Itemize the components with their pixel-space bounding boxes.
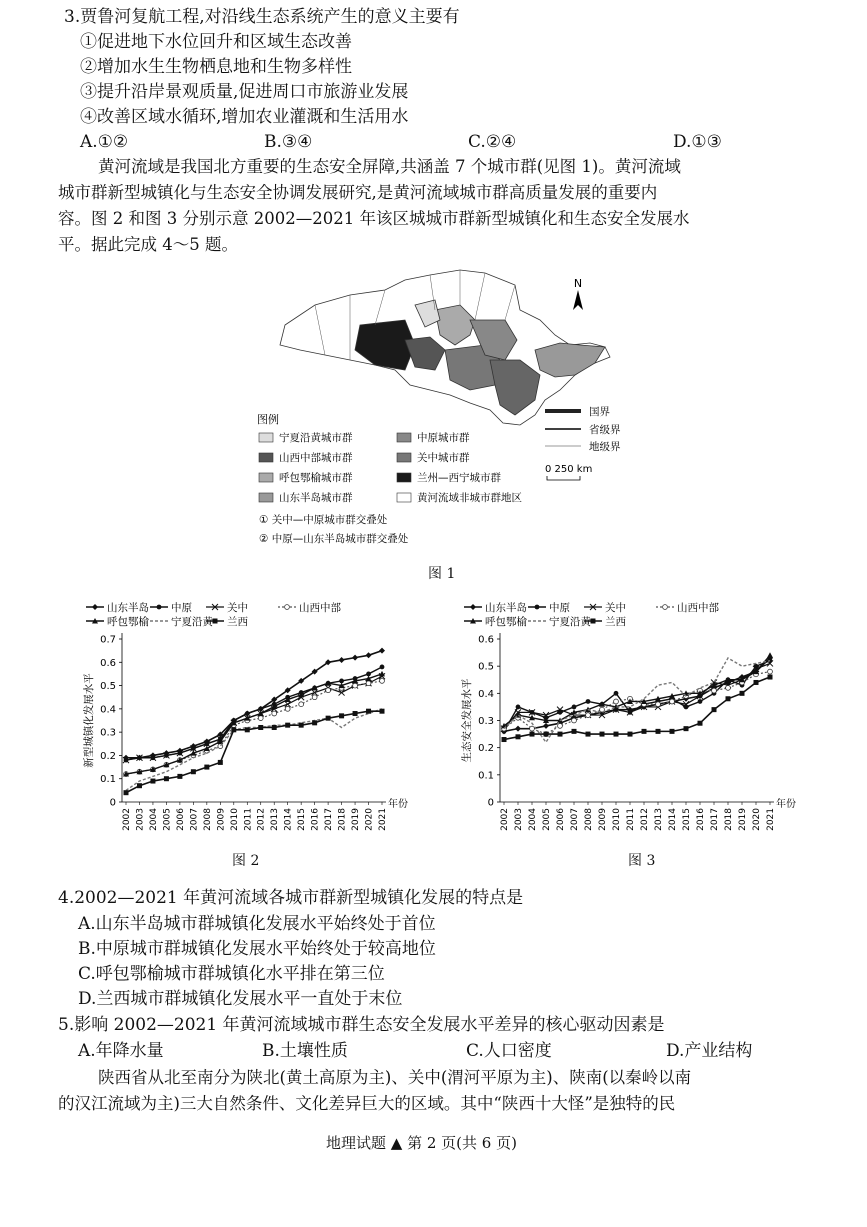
fig3-x-tick-label: 2008 (584, 808, 594, 831)
fig3-data-point (614, 691, 619, 696)
fig2-data-point (124, 790, 129, 795)
fig3-legend-label: 呼包鄂榆 (485, 616, 527, 628)
fig3-data-point (558, 732, 563, 737)
legend-lanxi: 兰州—西宁城市群 (417, 472, 501, 484)
fig2-series (124, 709, 385, 796)
fig2-x-tick-label: 2014 (283, 808, 294, 831)
fig3-data-point (726, 686, 731, 691)
fig3-data-point (572, 729, 577, 734)
yellow-river-map (255, 265, 635, 555)
fig3-y-tick-label: 0.1 (478, 770, 494, 782)
fig2-legend-label: 宁夏沿黄 (171, 616, 213, 628)
fig2-x-tick-label: 2005 (162, 808, 173, 831)
fig3-series-line (504, 655, 770, 726)
legend-shandong: 山东半岛城市群 (279, 492, 353, 504)
fig2-legend-label: 关中 (227, 602, 248, 614)
fig2-legend-label: 中原 (171, 602, 192, 614)
fig2-legend (86, 601, 341, 628)
north-arrow-icon (573, 290, 583, 310)
fig3-legend-label: 中原 (549, 602, 570, 614)
fig3-y-axis-label: 生态安全发展水平 (461, 678, 473, 763)
fig3-data-point (516, 705, 521, 710)
legend-national-border: 国界 (589, 406, 610, 418)
fig3-x-tick-label: 2011 (626, 808, 636, 831)
fig2-data-point (312, 695, 317, 700)
map-note-2: ② 中原—山东半岛城市群交叠处 (259, 533, 409, 545)
figure-1-caption: 图 1 (428, 566, 456, 582)
fig3-series (502, 658, 773, 733)
fig3-x-tick-label: 2010 (612, 808, 622, 831)
legend-guanzhong: 关中城市群 (417, 452, 470, 464)
q3-option-b: B.③④ (264, 132, 313, 152)
fig3-data-point (516, 734, 521, 739)
legend-prefecture-border: 地级界 (589, 441, 621, 453)
fig3-data-point (684, 726, 689, 731)
fig3-data-point (530, 732, 535, 737)
fig2-data-point (312, 720, 317, 725)
fig2-x-tick-label: 2017 (324, 808, 335, 831)
north-label: N (573, 277, 583, 290)
fig2-x-tick-label: 2016 (310, 808, 321, 831)
q3-item-4: ④改善区域水循环,增加农业灌溉和生活用水 (80, 107, 409, 127)
fig3-data-point (740, 691, 745, 696)
fig2-legend-label: 山西中部 (299, 602, 341, 614)
fig2-x-tick-label: 2011 (243, 808, 254, 831)
fig2-series (123, 648, 385, 761)
fig2-y-tick-label: 0.5 (100, 681, 116, 693)
fig3-legend-marker (535, 605, 540, 610)
fig3-x-tick-label: 2015 (682, 808, 692, 831)
fig2-legend-label: 呼包鄂榆 (107, 616, 149, 628)
fig2-data-point (272, 725, 277, 730)
fig3-data-point (586, 732, 591, 737)
fig2-y-tick-label: 0.6 (100, 657, 116, 669)
fig2-y-tick-label: 0.3 (100, 727, 116, 739)
fig3-x-tick-label: 2007 (570, 808, 580, 831)
figure-2-caption: 图 2 (232, 853, 260, 869)
fig2-series (123, 673, 385, 763)
fig3-data-point (586, 713, 591, 718)
fig2-y-axis-label: 新型城镇化发展水平 (83, 673, 95, 768)
fig3-legend-label: 山西中部 (677, 602, 719, 614)
fig2-data-point (272, 711, 277, 716)
fig3-data-point (628, 732, 633, 737)
fig3-data-point (572, 718, 577, 723)
fig3-x-tick-label: 2005 (542, 808, 552, 831)
fig3-x-tick-label: 2006 (556, 808, 566, 831)
fig2-data-point (191, 769, 196, 774)
fig2-x-unit: 年份 (388, 799, 408, 810)
legend-title: 图例 (257, 413, 279, 426)
q5-option-c: C.人口密度 (466, 1041, 552, 1061)
fig2-data-point (285, 706, 290, 711)
fig2-data-point (366, 709, 371, 714)
fig3-data-point (726, 696, 731, 701)
fig2-x-tick-label: 2012 (256, 808, 267, 831)
fig2-data-point (204, 765, 209, 770)
fig2-data-point (299, 702, 304, 707)
fig3-legend-label: 山东半岛 (485, 602, 527, 614)
eco-security-chart (458, 597, 798, 842)
fig2-legend-label: 兰西 (227, 616, 248, 628)
q4-option-b: B.中原城市群城镇化发展水平始终处于较高地位 (78, 939, 436, 959)
fig2-y-tick-label: 0.1 (100, 774, 116, 786)
fig3-legend-marker (470, 604, 476, 610)
q3-option-d: D.①③ (673, 132, 722, 152)
fig3-x-tick-label: 2021 (766, 808, 776, 831)
fig2-x-tick-label: 2003 (135, 808, 146, 831)
fig3-data-point (656, 729, 661, 734)
page-footer: 地理试题 ▲ 第 2 页(共 6 页) (326, 1134, 517, 1152)
tail-line-2: 的汉江流域为主)三大自然条件、文化差异巨大的区域。其中“陕西十大怪”是独特的民 (58, 1094, 676, 1113)
fig2-legend-marker (213, 619, 218, 624)
fig3-data-point (698, 721, 703, 726)
legend-zhongyuan: 中原城市群 (417, 432, 470, 444)
fig3-data-point (768, 669, 773, 674)
fig2-legend-marker (285, 605, 290, 610)
fig2-x-tick-label: 2008 (202, 808, 213, 831)
fig2-data-point (137, 783, 142, 788)
fig2-y-tick-label: 0.7 (100, 634, 116, 646)
fig2-series (124, 665, 385, 763)
fig2-data-point (231, 727, 236, 732)
fig3-series (501, 655, 773, 734)
fig3-data-point (698, 699, 703, 704)
fig2-data-point (245, 727, 250, 732)
fig3-data-point (530, 726, 535, 731)
fig2-y-tick-label: 0.2 (100, 750, 116, 762)
fig2-x-tick-label: 2013 (270, 808, 281, 831)
fig2-series (123, 671, 385, 777)
fig3-y-tick-label: 0.6 (478, 634, 494, 646)
fig3-data-point (656, 702, 661, 707)
q4-stem: 4.2002—2021 年黄河流域各城市群新型城镇化发展的特点是 (58, 888, 524, 908)
fig3-x-tick-label: 2009 (598, 808, 608, 831)
figure-3-caption: 图 3 (628, 853, 656, 869)
urbanization-chart (80, 597, 410, 842)
fig3-data-point (670, 729, 675, 734)
fig3-x-tick-label: 2003 (514, 808, 524, 831)
fig3-y-tick-label: 0.5 (478, 661, 494, 673)
fig2-data-point (177, 774, 182, 779)
fig3-series (501, 660, 773, 731)
fig2-y-tick-label: 0 (109, 797, 116, 809)
fig3-y-tick-label: 0 (487, 797, 494, 809)
q4-option-d: D.兰西城市群城镇化发展水平一直处于末位 (78, 989, 403, 1009)
fig2-data-point (380, 665, 385, 670)
intro-line-3: 容。图 2 和图 3 分别示意 2002—2021 年该区城城市群新型城镇化和生态安全发展水 (58, 209, 690, 228)
fig3-data-point (614, 732, 619, 737)
intro-line-4: 平。据此完成 4～5 题。 (58, 235, 238, 254)
fig3-x-tick-label: 2018 (724, 808, 734, 831)
fig3-data-point (670, 699, 675, 704)
fig3-data-point (768, 675, 773, 680)
fig2-data-point (258, 716, 263, 721)
fig3-x-tick-label: 2019 (738, 808, 748, 831)
fig3-x-tick-label: 2017 (710, 808, 720, 831)
fig3-data-point (712, 707, 717, 712)
q3-stem: 3.贾鲁河复航工程,对沿线生态系统产生的意义主要有 (64, 7, 460, 27)
fig3-x-tick-label: 2004 (528, 808, 538, 831)
q3-item-3: ③提升沿岸景观质量,促进周口市旅游业发展 (80, 82, 409, 102)
fig2-data-point (326, 688, 331, 693)
fig2-data-point (339, 713, 344, 718)
fig3-legend-label: 兰西 (605, 616, 626, 628)
fig2-x-tick-label: 2021 (378, 808, 388, 831)
fig3-data-point (712, 688, 717, 693)
fig2-data-point (352, 655, 358, 661)
q5-option-b: B.土壤性质 (262, 1041, 348, 1061)
fig3-legend-label: 宁夏沿黄 (549, 616, 591, 628)
fig2-x-tick-label: 2020 (364, 808, 375, 831)
fig2-x-tick-label: 2010 (229, 808, 240, 831)
legend-shanxi: 山西中部城市群 (279, 452, 353, 464)
legend-non-urban: 黄河流域非城市群地区 (417, 492, 522, 504)
fig3-data-point (614, 699, 619, 704)
fig3-data-point (586, 699, 591, 704)
fig2-x-tick-label: 2019 (351, 808, 362, 831)
fig3-y-tick-label: 0.3 (478, 716, 494, 727)
fig3-legend-marker (663, 605, 668, 610)
fig3-x-unit: 年份 (776, 799, 796, 810)
fig2-x-tick-label: 2009 (216, 808, 227, 831)
fig2-series-line (126, 651, 382, 758)
fig3-x-tick-label: 2013 (654, 808, 664, 831)
fig3-legend-label: 关中 (605, 602, 626, 614)
fig2-legend-marker (157, 605, 162, 610)
fig2-x-tick-label: 2004 (148, 808, 159, 831)
fig2-x-tick-label: 2015 (297, 808, 308, 831)
fig3-x-tick-label: 2014 (668, 808, 678, 831)
intro-line-1: 黄河流域是我国北方重要的生态安全屏障,共涵盖 7 个城市群(见图 1)。黄河流域 (98, 157, 681, 176)
legend-ningxia: 宁夏沿黄城市群 (279, 432, 353, 444)
fig2-data-point (379, 648, 385, 654)
fig3-x-tick-label: 2002 (500, 808, 510, 831)
q4-option-c: C.呼包鄂榆城市群城镇化水平排在第三位 (78, 964, 385, 984)
map-scale: 0 250 km (545, 464, 593, 475)
q3-option-a: A.①② (80, 132, 129, 152)
fig3-series (501, 652, 773, 728)
fig2-data-point (380, 709, 385, 714)
fig3-legend-marker (591, 619, 596, 624)
fig2-x-tick-label: 2007 (189, 808, 200, 831)
map-regions (280, 270, 610, 425)
q4-option-a: A.山东半岛城市群城镇化发展水平始终处于首位 (78, 914, 436, 934)
fig2-data-point (326, 716, 331, 721)
legend-provincial-border: 省级界 (589, 424, 621, 436)
fig2-data-point (258, 725, 263, 730)
q3-option-c: C.②④ (468, 132, 517, 152)
fig2-legend-label: 山东半岛 (107, 602, 149, 614)
fig3-data-point (502, 737, 507, 742)
intro-line-2: 城市群新型城镇化与生态安全协调发展研究,是黄河流域城市群高质量发展的重要内 (58, 183, 658, 202)
fig3-x-tick-label: 2016 (696, 808, 706, 831)
fig2-x-tick-label: 2006 (175, 808, 186, 831)
legend-hubaoeyu: 呼包鄂榆城市群 (279, 472, 353, 484)
q5-stem: 5.影响 2002—2021 年黄河流域城市群生态安全发展水平差异的核心驱动因素是 (58, 1015, 665, 1035)
fig3-y-tick-label: 0.4 (478, 688, 494, 700)
fig3-data-point (572, 705, 577, 710)
fig3-data-point (543, 723, 549, 729)
fig3-data-point (754, 680, 759, 685)
map-note-1: ① 关中—中原城市群交叠处 (259, 514, 388, 526)
fig3-data-point (767, 652, 773, 658)
fig3-data-point (600, 732, 605, 737)
fig2-data-point (366, 652, 372, 658)
fig2-data-point (299, 723, 304, 728)
fig2-data-point (164, 776, 169, 781)
q5-option-d: D.产业结构 (666, 1041, 753, 1061)
fig2-data-point (353, 683, 358, 688)
q5-option-a: A.年降水量 (78, 1041, 164, 1061)
fig2-data-point (218, 760, 223, 765)
fig2-data-point (366, 681, 371, 686)
fig3-x-tick-label: 2012 (640, 808, 650, 831)
fig2-x-tick-label: 2002 (122, 808, 132, 831)
q3-item-2: ②增加水生生物栖息地和生物多样性 (80, 57, 352, 77)
fig2-y-tick-label: 0.4 (100, 704, 116, 716)
fig2-data-point (380, 679, 385, 684)
fig2-data-point (150, 779, 155, 784)
fig3-x-tick-label: 2020 (752, 808, 762, 831)
fig3-data-point (642, 729, 647, 734)
q3-item-1: ①促进地下水位回升和区域生态改善 (80, 32, 352, 52)
fig2-data-point (353, 711, 358, 716)
fig2-data-point (285, 723, 290, 728)
fig2-legend-marker (92, 604, 98, 610)
fig2-data-point (339, 657, 345, 663)
fig3-data-point (515, 726, 521, 732)
fig3-legend (464, 601, 719, 628)
tail-line-1: 陕西省从北至南分为陕北(黄土高原为主)、关中(渭河平原为主)、陕南(以秦岭以南 (98, 1068, 692, 1087)
fig3-data-point (544, 732, 549, 737)
fig3-y-tick-label: 0.2 (478, 743, 494, 755)
fig2-x-tick-label: 2018 (337, 808, 348, 831)
